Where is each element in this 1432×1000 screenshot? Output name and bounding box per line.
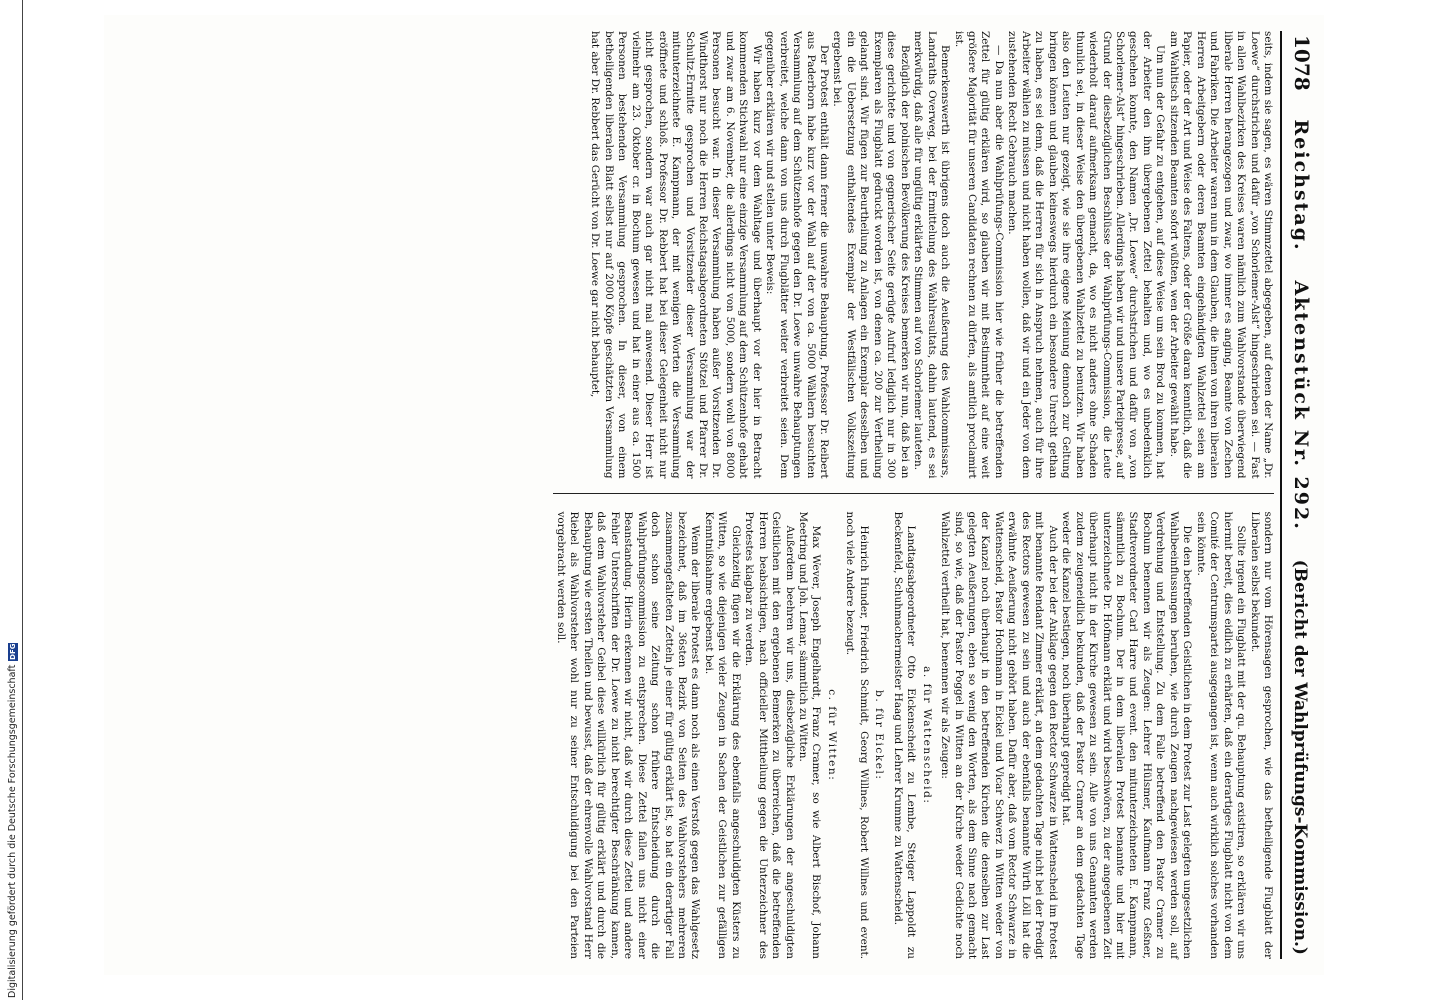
section-title: (Bericht der Wahlprüfungs-Kommission.) <box>1290 559 1310 955</box>
publication-heading: Reichstag. <box>1290 119 1312 252</box>
page-header <box>1280 31 1316 959</box>
paragraph: Bezüglich der polnischen Bevölkerung des Kreises bemerken wir nun, daß bei an diese gerichtete und von gegnerischer Seite gerügte Aufruf lediglich nur in 300 Exemplaren als Flugblatt gedruckt worden ist, von denen ca. 200 zur Vertheilung gelangt sind. Wir fügen zur Beurtheilung zu Anlagen ein Exemplar desselben und ein die Uebersetzung enthaltendes Exemplar der Westfälischen Volkszeitung ergebenst bei. <box>831 31 911 479</box>
paragraph: Bemerkenswerth ist übrigens doch auch die Aeußerung des Wahlcommissars, Landraths Overweg, bei der Ermittelung des Wahlresultats, dahin lautend, es sei merkwürdig, daß alle für ungültig erklärten Stimmen auf von Schorlemer lauteten. <box>912 31 952 479</box>
margin-rule <box>22 0 23 1000</box>
paragraph: sondern nur vom Hörensagen gesprochen, wie das betheiligende Flugblatt der Liberalen selbst bekundet. <box>1248 511 1274 959</box>
credit-text: Digitalisierung gefördert durch die Deutsche Forschungsgemeinschaft <box>7 664 18 998</box>
page-number: 1078 <box>1290 35 1314 91</box>
witness-list-witten: Max Wever, Joseph Engelhardt, Franz Cramer, so wie Albert Bischof, Johann Meetring und Joh. Lemar, sämmtlich zu Witten. <box>797 511 823 959</box>
digitization-credit <box>7 0 19 998</box>
paragraph: Wenn der liberale Protest es dann noch als einen Verstoß gegen das Wahlgesetz bezeichnet, daß im 36sten Bezirk von Seiten des Wahlvorstehers mehreren zusammengefalteten Zetteln je einer für gültig erklärt ist, so hat ein derartiger Fall doch schon seine Zeitung schon frühere Entscheidung durch die Wahlprüfungscommission zu entsprechen. Diese Zettel fallen uns nicht einer Beanstandung. Hierin erkennen wir nicht, daß wir durch diese Zettel und andere Fehler Unterschriften der Dr. Loewe zu nicht berechtigter Beschränkung kamen, daß dem Wahlvorsteher Geibel diese willkürlich für gültig erklärt und durch die Behauptung wie ersten Theilen und bewusst, daß der ehrenvolle Wahlvorstand Herr Riebel als Wahlvorsteher wohl nur zu seiner Entschuldigung bei den Parteien vorgebracht werden soll. <box>554 511 702 959</box>
document-number: Aktenstück Nr. 292. <box>1290 280 1312 531</box>
paragraph: Außerdem beehren wir uns, diesbezügliche Erklärungen der angeschuldigten Geistlichen mit den ergebenen Bemerken zu überreichen, daß die betreffenden Herren beabsichtigen, nach officieller Mittheilung gegen die Unterzeichner des Protestes klagbar zu werden. <box>743 511 796 959</box>
paragraph: Um nun der Gefahr zu entgehen, auf diese Weise um sein Brod zu kommen, hat der Arbeiter den ihm übergebenen Zettel behalten und, wo es unbedenklich geschehen konnte, den Namen „Dr. Loewe“ durchstrichen und dafür von „von Schorlemer-Alst“ hingeschrieben. Allerdings haben wir und unsere Parteipresse, auf Grund der diesbezüglichen Beschlüsse der Wahlprüfungs-Commission, die Leute wiederholt darauf aufmerksam gemacht, da, wo es nicht anders ohne Schaden thunlich sei, in dieser Weise den übergebenen Wahlzettel zu benutzen. Wir haben also den Leuten nur gezeigt, wie sie ihre eigene Meinung dennoch zur Geltung bringen können und glauben keineswegs hierdurch ein besondere Unrecht gethan zu haben, es sei denn, daß die Herren für sich in Anspruch nehmen, auch für ihre Arbeiter wählen zu müssen und nicht haben wollen, daß wir und ein Jeder von dem zustehenden Recht Gebrauch machen. <box>1006 31 1167 479</box>
paragraph: Der Protest enthält dann ferner die unwahre Behauptung, Professor Dr. Reibert aus Paderborn habe kurz vor der Wahl auf der von ca. 5000 Wählern besuchten Versammlung auf dem Schützenhofe gegen den Dr. Loewe unwahre Behauptungen verbreitet, welche dann von uns durch Flugblätter weiter verbreitet seien. Dem gegenüber erklären wir und stellen unter Beweis: <box>764 31 831 479</box>
subsection-heading-wattenscheid: a. für Wattenscheid: <box>920 666 933 805</box>
text-columns <box>553 31 1274 959</box>
paragraph: seits, indem sie sagen, es wären Stimmzettel abgegeben, auf denen der Name „Dr. Loewe“ durchstrichen und dafür „von Schorlemer-Alst“ hingeschrieben sei. — Fast in allen Wahlbezirken des Kreises waren nämlich zum Wahlvorstande überwiegend liberale Herren herangezogen und zwar, wo immer es anging, Beamte von Zechen und Fabriken. Die Arbeiter waren nun in dem Glauben, die ihnen von ihren liberalen Herren Arbeitgebern oder deren Beamten eingehändigten Wahlzettel seien am Papier, oder der Art und Weise des Faltens, oder der Größe daran kenntlich, daß die am Wahltisch sitzenden Beamten sofort wüßten, wen der Arbeiter gewählt habe. <box>1167 31 1274 479</box>
paragraph: Die den betreffenden Geistlichen in dem Protest zur Last gelegten ungesetzlichen Wahlbeeinflussungen beruhen, wie durch Zeugen nachgewiesen werden soll, auf Verdrehung und Entstellung. Zu dem Falle betreffend den Pastor Cramer zu Bochum benennen wir als Zeugen: Lehrer Hülsmer, Kaufmann Franz Geßner, Stadtverordneter Carl Harre und event. den mitunterzeichneten E. Kampmann, sämmtlich zu Bochum. Der in dem liberalen Protest benannte und hier mit unterzeichnete Dr. Hofmann erklärt und wird beschwören, zu der angegebenen Zeit überhaupt nicht in der Kirche gewesen zu sein. Alle von uns Genannten werden zudem zeugeneidlich bekunden, daß der Pastor Cramer an dem gedachten Tage weder die Kanzel bestiegen, noch überhaupt gepredigt hat. <box>1060 511 1194 959</box>
witness-list-wattenscheid: Landtagsabgeordneter Otto Eickenscheidt zu Lembe, Steiger Lappoldt zu Beckenfeld, Schuhmachermeister Haag und Lehrer Krumme zu Wattenscheid. <box>891 511 918 959</box>
paragraph: Sollte irgend ein Flugblatt mit der qu. Behauptung existiren, so erklären wir uns hiermit bereit, dies eidlich zu erhärten, daß ein derartiges Flugblatt nicht von dem Comité der Centrumspartei ausgegangen ist, wenn auch wirklich solches vorhanden sein könnte. <box>1194 511 1248 959</box>
dfg-logo-icon: DFG <box>9 643 17 660</box>
paragraph: Wir haben kurz vor dem Wahltage und überhaupt vor der hier in Betracht kommenden Stichwahl nur eine einzige Versammlung auf dem Schützenhofe gehabt und zwar am 6. November, die allerdings nicht von 5000, sondern wohl von 8000 Personen besucht war. In dieser Versammlung haben außer Vorsitzenden Dr. Windthorst nur noch die Herren Reichstagsabgeordneten Stötzel und Pfarrer Dr. Schultz-Ermitte gesprochen und Vorsitzender dieser Versammlung war der mitunterzeichnete E. Kampmann, der mit wenigen Worten die Versammlung eröffnete und schloß. Professor Dr. Rebbert hat bei dieser Gelegenheit nicht nur nicht gesprochen, sondern war auch gar nicht mal anwesend. Dieser Herr ist vielmehr am 23. Oktober cr. in Bochum gewesen und hat in einer aus ca. 1500 Personen bestehenden Versammlung gesprochen. In dieser, von einem betheiligenden liberalen Blatt selbst nur auf 2000 Köpfe geschätzten Versammlung hat aber Dr. Rebbert das Gerücht von Dr. Loewe gar nicht behauptet, <box>589 31 763 479</box>
paragraph: Gleichzeitig fügen wir die Erklärung des ebenfalls angeschuldigten Küsters zu Witten, so wie diejenigen vieler Zeugen in Sachen der Geistlichen zur gefälligen Kenntnißnahme ergebenst bei. <box>702 511 742 959</box>
newspaper-page <box>104 15 1324 975</box>
subsection-heading-witten: c. für Witten: <box>825 689 838 782</box>
right-column <box>553 512 1274 960</box>
witness-list-eickel: Heinrich Hunder, Friedrich Schmidt, Georg Willnes, Robert Willnes und event. noch viele Andere bezeugt. <box>844 511 870 959</box>
subsection-heading-eickel: b. für Eickel: <box>873 690 886 781</box>
paragraph: Auch der bei der Anklage gegen den Rector Schwarze in Wattenscheid im Protest mit benannte Rendant Zimmer erklärt, an dem gedachten Tage nicht bei der Predigt des Rectors gewesen zu sein und auch der ebenfalls benannte Wirth Löll hat die erwähnte Aeußerung nicht gehört haben. Dafür aber, daß vom Rector Schwarze in Wattenscheid, Pastor Hochmann in Eickel und Vicar Schwerz in Witten weder von der Kanzel noch überhaupt in den betreffenden Kirchen die denselben zur Last gelegten Aeußerungen, eben so wenig den Worten, als dem Sinne nach gemacht sind, so wie, daß der Pastor Poggel in Witten an der Kirche weder Gedichte noch Wahlzettel vertheilt hat, benennen wir als Zeugen: <box>939 511 1059 959</box>
paragraph: — Da nun aber die Wahlprüfungs-Commission hier wie früher die betreffenden Zettel für gültig erklären wird, so glauben wir mit Bestimmtheit auf eine weit größere Majorität für unseren Candidaten rechnen zu dürfen, als amtlich proclamirt ist. <box>952 31 1005 479</box>
left-column <box>553 31 1274 494</box>
